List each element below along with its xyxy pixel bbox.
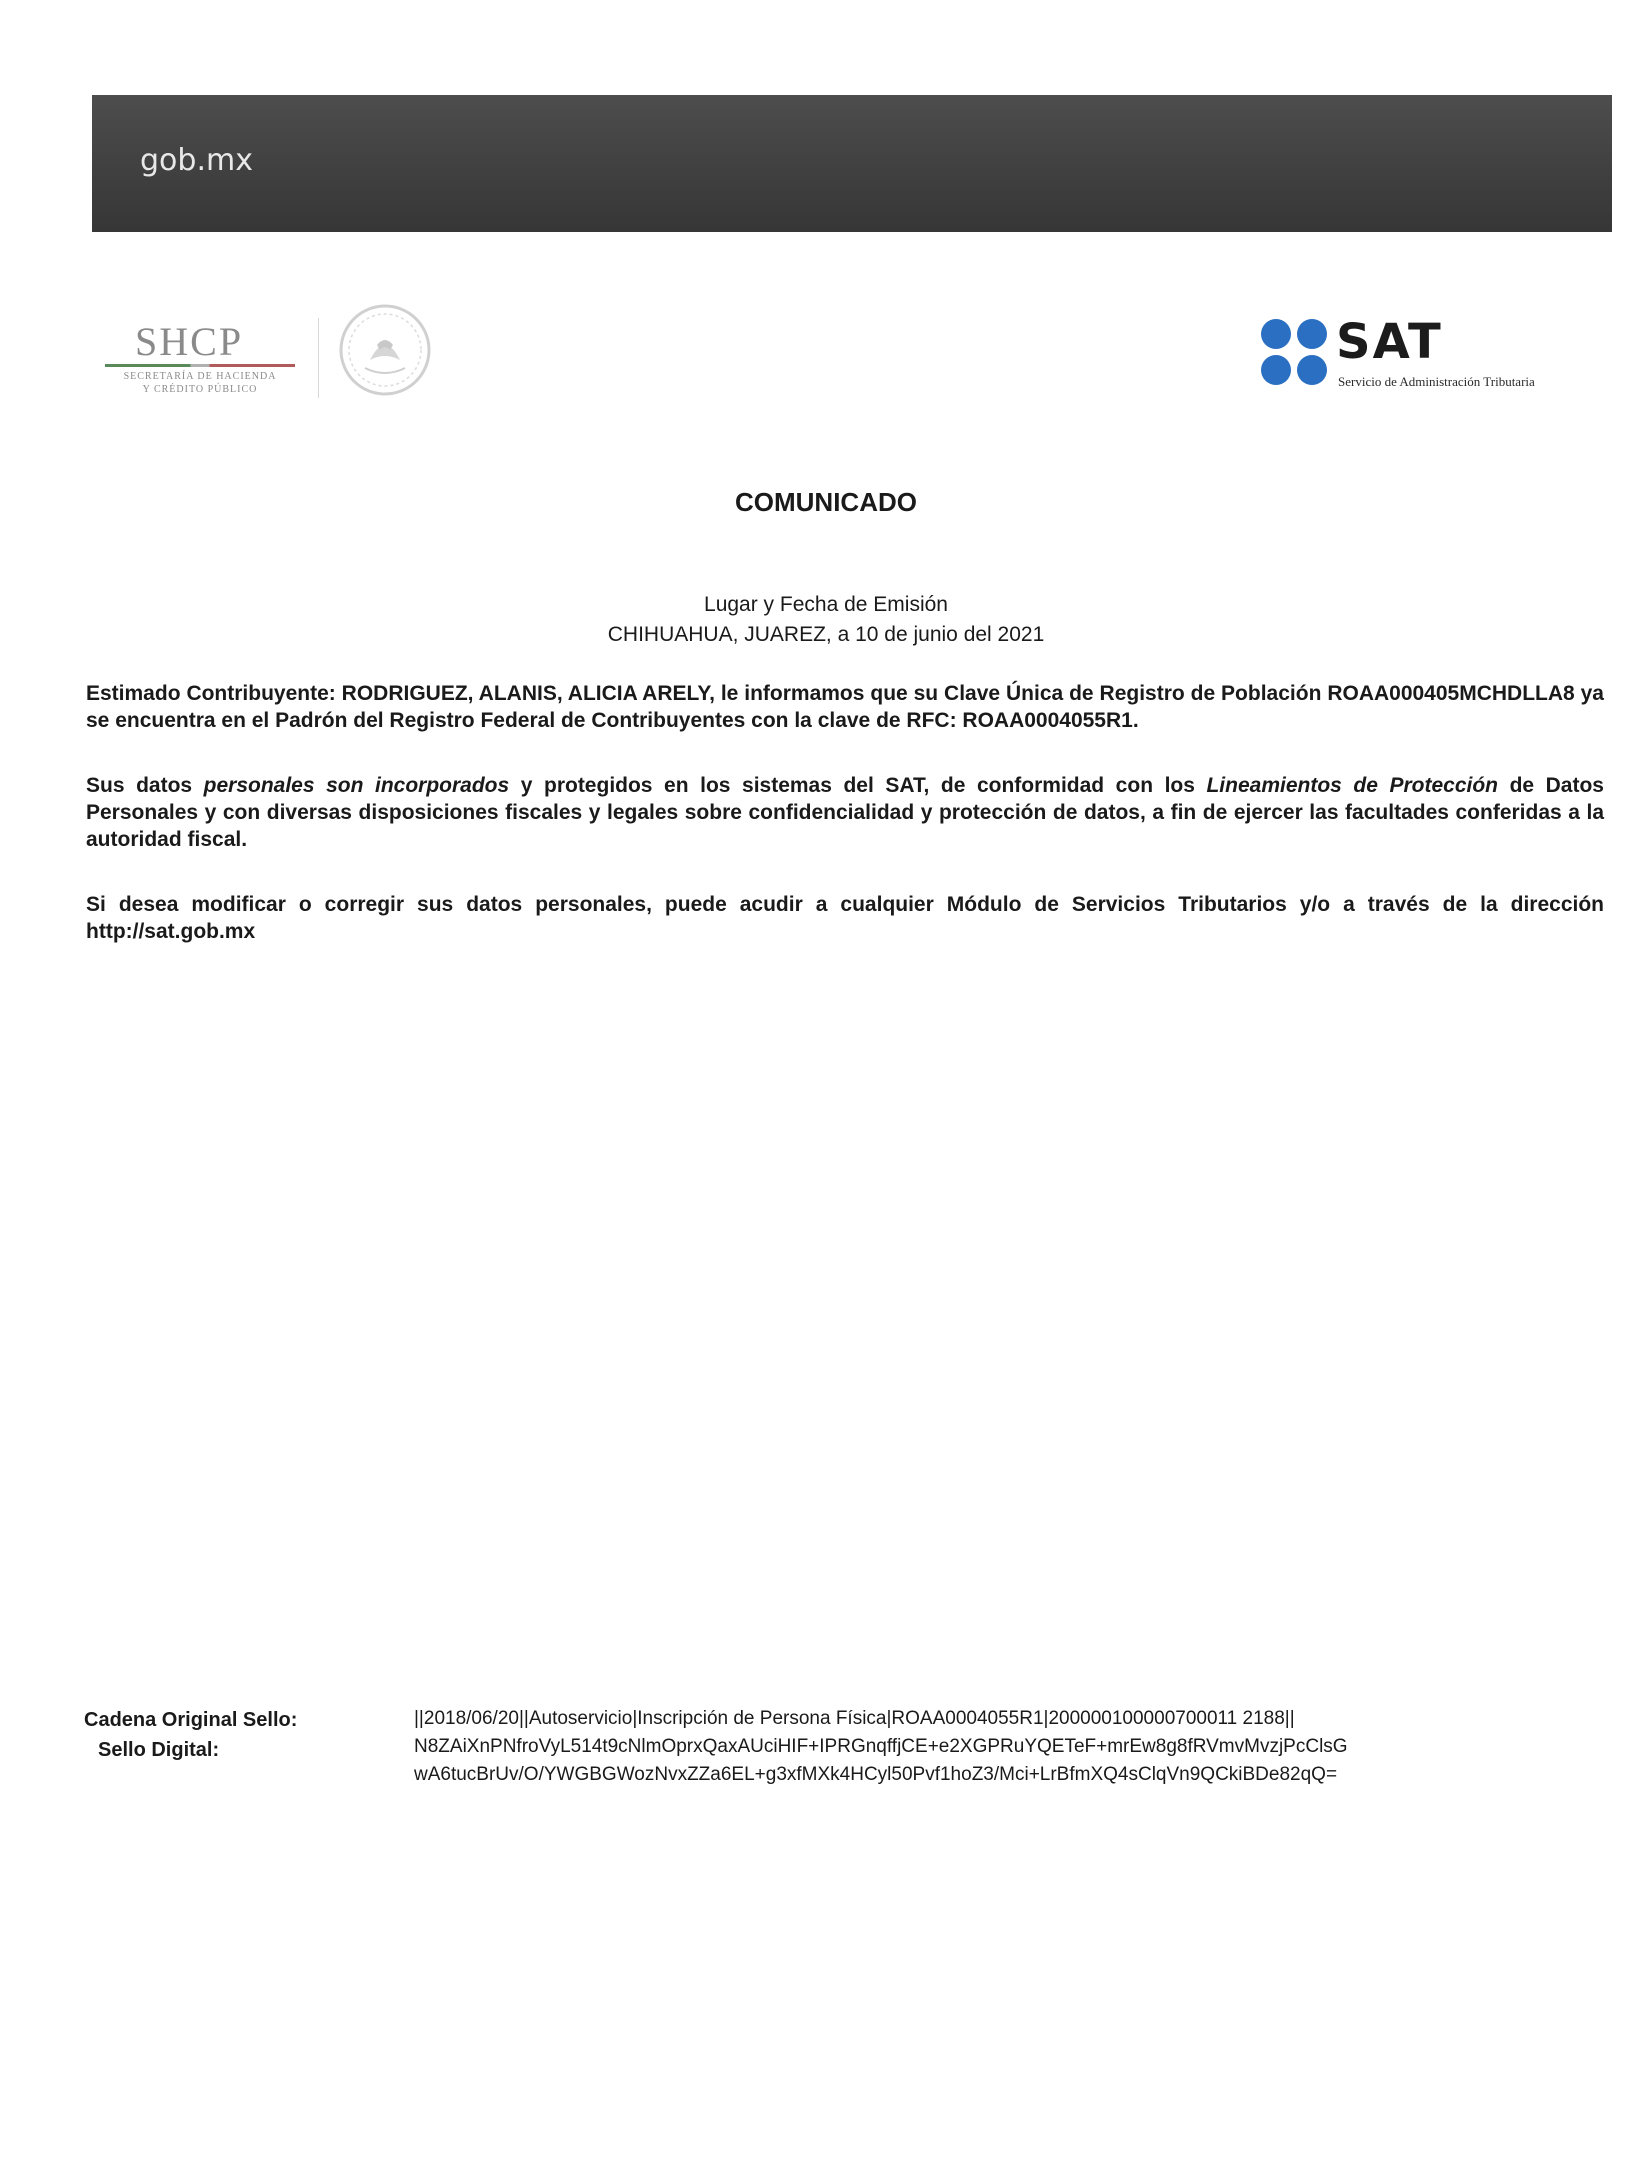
place-date-block [0, 590, 1652, 650]
sello-digital-line1: N8ZAiXnPNfroVyL514t9cNlmOprxQaxAUciHIF+IPRGnqffjCE+e2XGPRuYQETeF+mrEw8g8fRVmvMvzjPcClsG [414, 1736, 1348, 1757]
shcp-subtitle-line2: Y CRÉDITO PÚBLICO [142, 384, 258, 395]
paragraph-privacy [86, 772, 1604, 853]
sat-logo-word: SAT [1336, 314, 1443, 370]
national-seal-icon [335, 300, 435, 400]
paragraph-contact: Si desea modificar o corregir sus datos personales, puede acudir a cualquier Módulo de Servicios Tributarios y/o a través de la dirección http://sat.gob.mx [86, 893, 1604, 943]
privacy-text-2: personales son incorporados [203, 774, 510, 797]
sat-logo [1260, 314, 1620, 398]
paragraph-registration: Estimado Contribuyente: RODRIGUEZ, ALANIS, ALICIA ARELY, le informamos que su Clave Única de Registro de Población ROAA000405MCHDLLA8 ya se encuentra en el Padrón del Registro Federal de Contribuyentes con la clave de RFC: ROAA0004055R1. [86, 682, 1604, 732]
gob-logo[interactable]: gob.mx [140, 143, 253, 178]
sat-logo-subtitle: Servicio de Administración Tributaria [1338, 374, 1535, 389]
cadena-original-label: Cadena Original Sello: [84, 1709, 298, 1731]
page-title: COMUNICADO [735, 487, 917, 517]
privacy-text-4: Lineamientos de Protección [1206, 774, 1499, 797]
place-date-label: Lugar y Fecha de Emisión [704, 593, 948, 616]
gob-header-bar [92, 95, 1612, 232]
privacy-text-1: Sus datos [86, 774, 204, 797]
shcp-subtitle-line1: SECRETARÍA DE HACIENDA [123, 371, 277, 382]
digital-seal-block [0, 1705, 1652, 1805]
place-date-value: CHIHUAHUA, JUAREZ, a 10 de junio del 2021 [607, 623, 1045, 646]
seal-values [414, 1705, 1614, 1789]
sello-digital-line2: wA6tucBrUv/O/YWGBGWozNvxZZa6EL+g3xfMXk4HCyl50Pvf1hoZ3/Mci+LrBfmXQ4sClqVn9QCkiBDe82qQ= [414, 1764, 1338, 1785]
privacy-text-5: de Datos Personales y con diversas disposiciones fiscales y legales sobre confidencialidad y protección de datos, a fin de ejercer las facultades conferidas a la autoridad fiscal. [86, 774, 1604, 851]
logo-divider [318, 318, 319, 398]
sat-dots-icon [1260, 318, 1328, 386]
sello-digital-label: Sello Digital: [98, 1739, 220, 1761]
shcp-logo-rule [105, 364, 295, 367]
shcp-logo-subtitle [105, 370, 295, 396]
privacy-text-3: y protegidos en los sistemas del SAT, de conformidad con los [509, 774, 1207, 797]
cadena-original-value: ||2018/06/20||Autoservicio|Inscripción de Persona Física|ROAA0004055R1|200000100000700011 2188|| [414, 1708, 1295, 1729]
seal-labels [84, 1705, 344, 1765]
shcp-logo-title: SHCP [135, 319, 244, 364]
shcp-logo [105, 318, 295, 398]
